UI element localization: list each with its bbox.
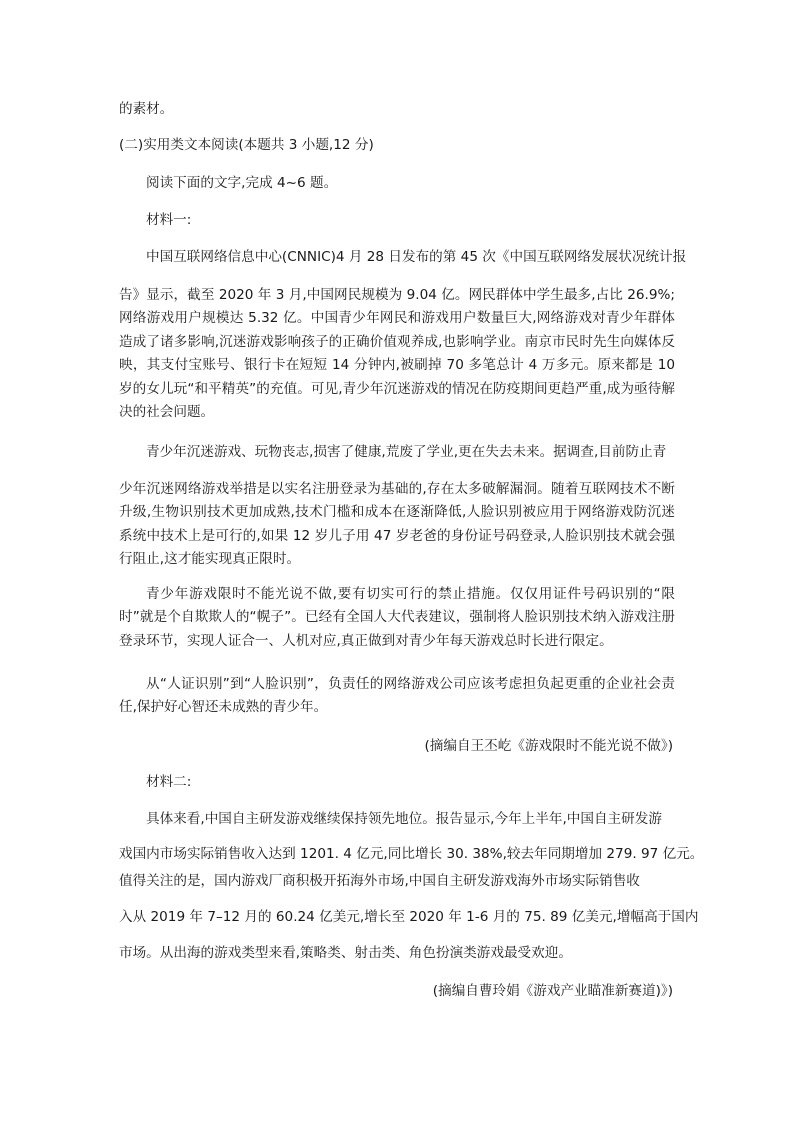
material-1-paragraph-2-body: 少年沉迷网络游戏举措是以实名注册登录为基础的,存在太多破解漏洞。随着互联网技术不断升级,生物识别技术更加成熟,技术门槛和成本在逐渐降低,人脸识别被应用于网络游戏防沉迷系统中技术上是可行的,如果 12 岁儿子用 47 岁老爸的身份证号码登录,人脸识别技术就会强行阻止,这才能实现真正限时。 [119, 481, 675, 568]
material-1-paragraph-1-first-line: 中国互联网络信息中心(CNNIC)4 月 28 日发布的第 45 次《中国互联网络发展状况统计报 [146, 249, 687, 265]
material-1-paragraph-3: 青少年游戏限时不能光说不做,要有切实可行的禁止措施。仅仅用证件号码识别的“限时”就是个自欺欺人的“幌子”。已经有全国人大代表建议，强制将人脸识别技术纳入游戏注册登录环节，实现人证合一、人机对应,真正做到对青少年每天游戏总时长进行限定。 [119, 586, 675, 649]
instruction: 阅读下面的文字,完成 4~6 题。 [146, 175, 338, 191]
material-2-line-3: 值得关注的是，国内游戏厂商积极开拓海外市场,中国自主研发游戏海外市场实际销售收 [119, 873, 640, 889]
material-2-label: 材料二: [146, 774, 192, 790]
material-2-line-5: 市场。从出海的游戏类型来看,策略类、射击类、角色扮演类游戏最受欢迎。 [119, 945, 572, 961]
material-2-line-1: 具体来看,中国自主研发游戏继续保持领先地位。报告显示,今年上半年,中国自主研发游 [146, 811, 662, 827]
material-1-paragraph-1-body: 告》显示，截至 2020 年 3 月,中国网民规模为 9.04 亿。网民群体中学生最多,占比 26.9%;网络游戏用户规模达 5.32 亿。中国青少年网民和游戏用户数量巨大,网络游戏对青少年群体造成了诸多影响,沉迷游戏影响孩子的正确价值观养成,也影响学业。南京市民时先生向媒体反映，其支付宝账号、银行卡在短短 14 分钟内,被刷掉 70 多笔总计 4 万多元。原来都是 10 岁的女儿玩“和平精英”的充值。可见,青少年沉迷游戏的情况在防疫期间更趋严重,成为亟待解决的社会问题。 [119, 287, 675, 421]
material-1-paragraph-4: 从“人证识别”到“人脸识别”，负责任的网络游戏公司应该考虑担负起更重的企业社会责任,保护好心智还未成熟的青少年。 [119, 676, 675, 716]
material-2-line-4: 入从 2019 年 7–12 月的 60.24 亿美元,增长至 2020 年 1-6 月的 75. 89 亿美元,增幅高于国内 [119, 909, 699, 925]
material-1-source: (摘编自王丕屹《游戏限时不能光说不做》) [424, 738, 673, 754]
top-fragment: 的素材。 [119, 101, 174, 117]
material-2-source: (摘编自曹玲娟《游戏产业瞄准新赛道)》) [432, 983, 673, 999]
material-1-paragraph-2-first-line: 青少年沉迷游戏、玩物丧志,损害了健康,荒废了学业,更在失去未来。据调查,目前防止青 [146, 444, 667, 460]
material-2-line-2: 戏国内市场实际销售收入达到 1201. 4 亿元,同比增长 30. 38%,较去年同期增加 279. 97 亿元。 [119, 846, 704, 862]
material-1-label: 材料一: [146, 212, 192, 228]
section-title: (二)实用类文本阅读(本题共 3 小题,12 分) [119, 137, 374, 153]
